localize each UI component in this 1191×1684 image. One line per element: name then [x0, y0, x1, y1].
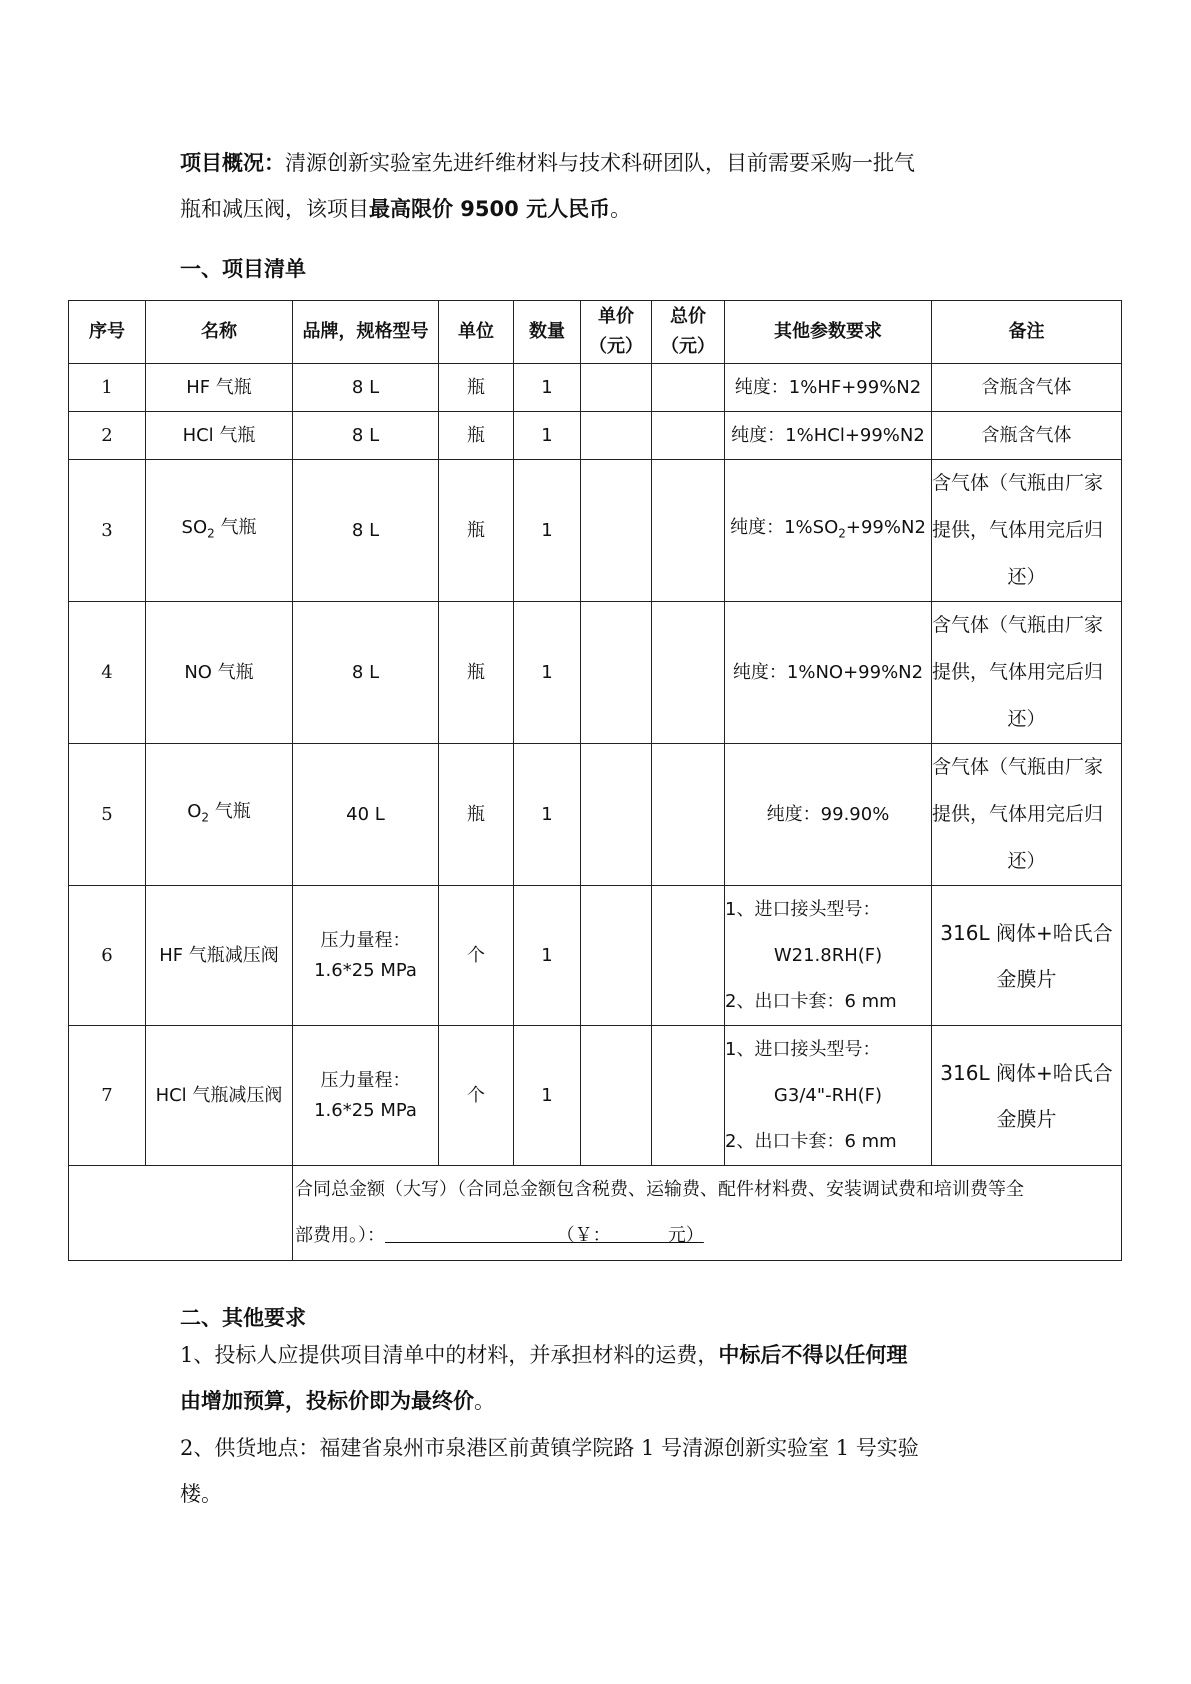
overview-text-2: 瓶和减压阀，该项目 — [180, 197, 369, 221]
header-total-price-label: 总价 — [670, 306, 706, 327]
cell-no: 5 — [69, 744, 146, 886]
cell-qty: 1 — [514, 1026, 581, 1166]
note-line: 还） — [1007, 850, 1046, 872]
cell-total-price[interactable] — [652, 602, 725, 744]
cell-unit-price[interactable] — [581, 412, 652, 460]
spec-line: 压力量程： — [320, 929, 411, 951]
cell-unit-price[interactable] — [581, 1026, 652, 1166]
cell-total-price[interactable] — [652, 1026, 725, 1166]
param-line: W21.8RH(F) — [773, 944, 883, 966]
header-unit-price-label: 单价 — [598, 306, 634, 327]
note-line: 还） — [1007, 708, 1046, 730]
cell-spec: 8 L — [293, 364, 439, 412]
cell-unit: 瓶 — [439, 364, 514, 412]
param-line: 1、进口接头型号： — [725, 898, 881, 920]
cell-params — [725, 886, 932, 1026]
cell-note — [932, 602, 1122, 744]
contract-total-note: 合同总金额（大写）（合同总金额包含税费、运输费、配件材料费、安装调试费和培训费等全 — [295, 1179, 1024, 1200]
price-limit: 最高限价 9500 元人民币 — [369, 197, 611, 221]
cell-total-price[interactable] — [652, 412, 725, 460]
requirement-2-line-1: 2、供货地点：福建省泉州市泉港区前黄镇学院路 1 号清源创新实验室 1 号实验 — [180, 1436, 919, 1460]
contract-total-cell — [293, 1166, 1122, 1261]
cell-name: HF 气瓶减压阀 — [146, 886, 293, 1026]
cell-note — [932, 886, 1122, 1026]
header-no: 序号 — [69, 301, 146, 364]
table-row — [69, 886, 1122, 1026]
cell-qty: 1 — [514, 364, 581, 412]
requirement-2-line-2: 楼。 — [180, 1482, 222, 1506]
note-line: 含气体（气瓶由厂家 — [932, 756, 1104, 778]
contract-total-note-end: 部费用。）： — [295, 1225, 385, 1246]
requirement-1-end: 。 — [474, 1389, 495, 1413]
header-unit-price — [581, 301, 652, 364]
spec-line: 压力量程： — [320, 1069, 411, 1091]
header-params: 其他参数要求 — [725, 301, 932, 364]
cell-qty: 1 — [514, 412, 581, 460]
cell-params: 纯度：1%HF+99%N2 — [725, 364, 932, 412]
cell-unit: 瓶 — [439, 602, 514, 744]
cell-no: 7 — [69, 1026, 146, 1166]
contract-total-amount-blank[interactable]: （￥： 元） — [385, 1225, 704, 1246]
cell-params: 纯度：99.90% — [725, 744, 932, 886]
cell-no: 2 — [69, 412, 146, 460]
name-subscript: 2 — [201, 810, 210, 825]
header-name: 名称 — [146, 301, 293, 364]
note-line: 还） — [1007, 566, 1046, 588]
requirement-1-bold-cont: 由增加预算，投标价即为最终价 — [180, 1389, 474, 1413]
cell-name: NO 气瓶 — [146, 602, 293, 744]
cell-name: HF 气瓶 — [146, 364, 293, 412]
table-row — [69, 744, 1122, 886]
cell-unit-price[interactable] — [581, 744, 652, 886]
cell-name — [146, 744, 293, 886]
cell-note: 含瓶含气体 — [932, 364, 1122, 412]
project-overview — [180, 140, 1020, 232]
note-line: 提供，气体用完后归 — [932, 803, 1104, 825]
cell-unit-price[interactable] — [581, 602, 652, 744]
cell-qty: 1 — [514, 460, 581, 602]
cell-spec: 8 L — [293, 412, 439, 460]
cell-spec: 8 L — [293, 602, 439, 744]
cell-params: 纯度：1%NO+99%N2 — [725, 602, 932, 744]
cell-spec — [293, 1026, 439, 1166]
param-text: 纯度：1%SO — [730, 516, 839, 538]
section-1-title: 一、项目清单 — [180, 257, 306, 281]
cell-no: 1 — [69, 364, 146, 412]
name-text: SO — [181, 516, 208, 538]
table-row — [69, 460, 1122, 602]
note-line: 含气体（气瓶由厂家 — [932, 614, 1104, 636]
header-spec: 品牌，规格型号 — [293, 301, 439, 364]
name-suffix: 气瓶 — [214, 516, 257, 538]
param-line: 1、进口接头型号： — [725, 1038, 881, 1060]
param-line: 2、出口卡套：6 mm — [725, 1130, 897, 1152]
name-subscript: 2 — [207, 526, 215, 541]
cell-no: 3 — [69, 460, 146, 602]
cell-note: 含瓶含气体 — [932, 412, 1122, 460]
cell-spec: 40 L — [293, 744, 439, 886]
cell-total-price[interactable] — [652, 886, 725, 1026]
header-unit: 单位 — [439, 301, 514, 364]
cell-total-price[interactable] — [652, 364, 725, 412]
cell-qty: 1 — [514, 744, 581, 886]
requirement-1-bold: 中标后不得以任何理 — [718, 1343, 908, 1367]
cell-params: 纯度：1%HCl+99%N2 — [725, 412, 932, 460]
spec-line: 1.6*25 MPa — [314, 959, 417, 981]
table-row — [69, 1026, 1122, 1166]
overview-text-1: 清源创新实验室先进纤维材料与技术科研团队，目前需要采购一批气 — [285, 151, 915, 175]
note-line: 金膜片 — [996, 966, 1057, 991]
cell-no: 6 — [69, 886, 146, 1026]
name-suffix: 气瓶 — [209, 800, 251, 822]
cell-note — [932, 744, 1122, 886]
cell-no: 4 — [69, 602, 146, 744]
param-suffix: +99%N2 — [845, 516, 926, 538]
param-subscript: 2 — [838, 526, 846, 541]
cell-note — [932, 1026, 1122, 1166]
table-row — [69, 412, 1122, 460]
note-line: 提供，气体用完后归 — [932, 519, 1104, 541]
header-total-price-yuan: （元） — [661, 336, 715, 357]
overview-label: 项目概况： — [180, 151, 285, 175]
cell-spec: 8 L — [293, 460, 439, 602]
cell-name: HCl 气瓶 — [146, 412, 293, 460]
cell-params — [725, 1026, 932, 1166]
footer-empty-cell — [69, 1166, 293, 1261]
cell-unit: 个 — [439, 1026, 514, 1166]
note-line: 316L 阀体+哈氏合 — [940, 920, 1113, 945]
table-footer-row — [69, 1166, 1122, 1261]
table-header-row — [69, 301, 1122, 364]
cell-unit: 个 — [439, 886, 514, 1026]
note-line: 提供，气体用完后归 — [932, 661, 1104, 683]
param-line: G3/4"-RH(F) — [773, 1084, 883, 1106]
header-unit-price-yuan: （元） — [589, 336, 643, 357]
cell-name — [146, 460, 293, 602]
cell-unit-price[interactable] — [581, 460, 652, 602]
cell-total-price[interactable] — [652, 744, 725, 886]
cell-unit: 瓶 — [439, 460, 514, 602]
requirement-1 — [180, 1332, 1020, 1424]
table-row — [69, 364, 1122, 412]
cell-qty: 1 — [514, 602, 581, 744]
requirement-2 — [180, 1425, 1020, 1517]
requirement-1-text: 1、投标人应提供项目清单中的材料，并承担材料的运费， — [180, 1343, 719, 1367]
header-total-price — [652, 301, 725, 364]
cell-name: HCl 气瓶减压阀 — [146, 1026, 293, 1166]
cell-unit: 瓶 — [439, 744, 514, 886]
name-text: O — [187, 800, 202, 822]
cell-note — [932, 460, 1122, 602]
overview-end: 。 — [610, 197, 632, 221]
cell-unit-price[interactable] — [581, 886, 652, 1026]
note-line: 金膜片 — [996, 1106, 1057, 1131]
param-line: 2、出口卡套：6 mm — [725, 990, 897, 1012]
cell-params — [725, 460, 932, 602]
spec-line: 1.6*25 MPa — [314, 1099, 417, 1121]
cell-unit: 瓶 — [439, 412, 514, 460]
note-line: 含气体（气瓶由厂家 — [932, 472, 1104, 494]
section-2-title: 二、其他要求 — [180, 1306, 306, 1330]
cell-spec — [293, 886, 439, 1026]
cell-unit-price[interactable] — [581, 364, 652, 412]
header-qty: 数量 — [514, 301, 581, 364]
cell-total-price[interactable] — [652, 460, 725, 602]
note-line: 316L 阀体+哈氏合 — [940, 1060, 1113, 1085]
header-note: 备注 — [932, 301, 1122, 364]
table-row — [69, 602, 1122, 744]
item-list-table — [68, 300, 1122, 1261]
cell-qty: 1 — [514, 886, 581, 1026]
